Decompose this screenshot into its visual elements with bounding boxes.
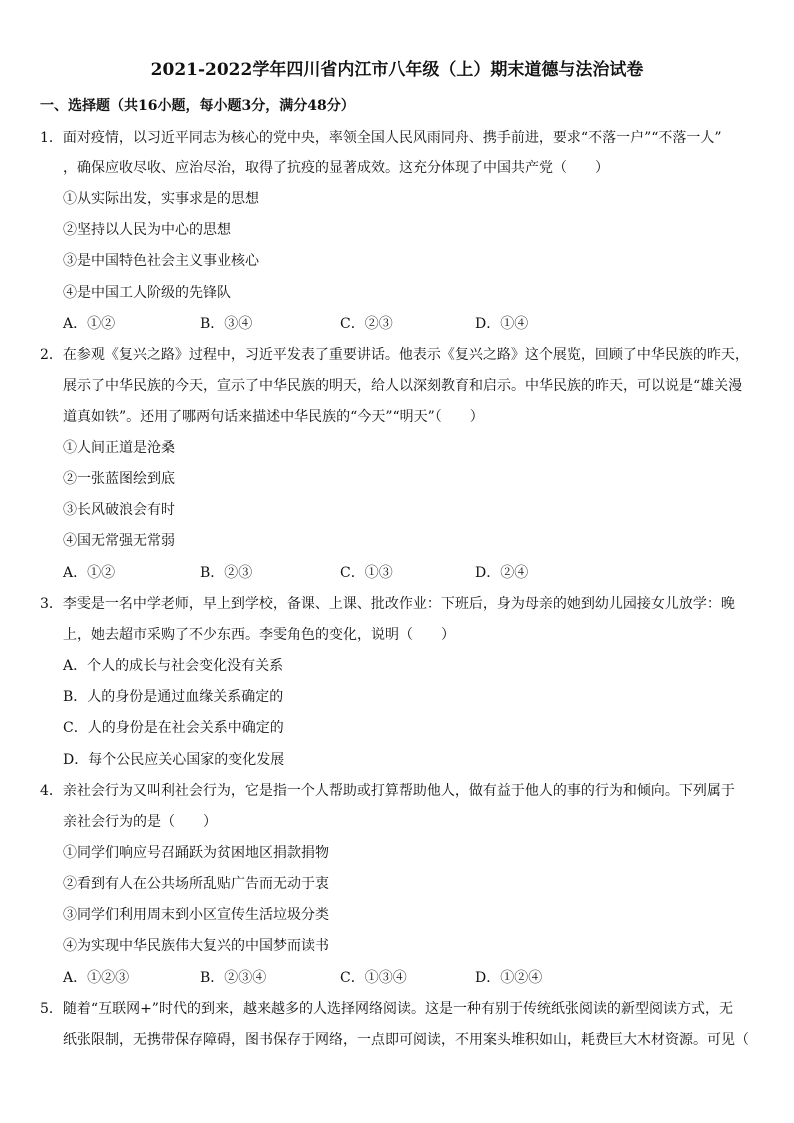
question-4-item-1: ①同学们响应号召踊跃为贫困地区捐款捐物: [63, 845, 329, 861]
question-1-item-3: ③是中国特色社会主义事业核心: [63, 253, 259, 269]
question-2-line-1: [40, 345, 749, 365]
question-2-answer-d: D．②④: [475, 565, 529, 581]
question-3-option-d: D．每个公民应关心国家的变化发展: [63, 752, 285, 768]
question-number: 1．: [40, 130, 63, 146]
question-stem: 面对疫情，以习近平同志为核心的党中央，率领全国人民风雨同舟、携手前进，要求“不落一户”“不落一人”: [62, 130, 722, 146]
question-number: 2．: [40, 347, 63, 363]
question-number: 5．: [40, 1001, 63, 1017]
question-1-line-1: [40, 128, 722, 148]
question-4-answer-c: C．①③④: [340, 970, 407, 986]
question-4-item-2: ②看到有人在公共场所乱贴广告而无动于衷: [63, 876, 329, 892]
exam-title: 2021-2022学年四川省内江市八年级（上）期末道德与法治试卷: [150, 60, 644, 80]
question-3-line-2: 上，她去超市采购了不少东西。李雯角色的变化，说明（ ）: [63, 627, 455, 643]
question-2-answer-b: B．②③: [200, 565, 253, 581]
question-3-option-c: C．人的身份是在社会关系中确定的: [63, 720, 284, 736]
question-2-line-3: 道真如铁”。还用了哪两句话来描述中华民族的“今天”“明天”（ ）: [63, 409, 484, 425]
question-1-item-1: ①从实际出发，实事求是的思想: [63, 191, 259, 207]
question-3-line-1: [40, 594, 735, 614]
question-4-line-1: [40, 781, 735, 801]
question-4-line-2: 亲社会行为的是（ ）: [63, 814, 217, 830]
question-stem: 在参观《复兴之路》过程中，习近平发表了重要讲话。他表示《复兴之路》这个展览，回顾了中华民族的昨天，: [62, 347, 749, 363]
question-stem: 李雯是一名中学老师，早上到学校，备课、上课、批改作业：下班后，身为母亲的她到幼儿园接女儿放学：晚: [62, 596, 735, 612]
question-4-item-4: ④为实现中华民族伟大复兴的中国梦而读书: [63, 938, 329, 954]
question-stem: 随着“互联网+”时代的到来，越来越多的人选择网络阅读。这是一种有别于传统纸张阅读的新型阅读方式，无: [62, 1001, 733, 1017]
section-heading: 一、选择题（共16小题，每小题3分，满分48分）: [40, 98, 355, 114]
question-2-answer-a: A．①②: [63, 565, 116, 581]
question-2-line-2: 展示了中华民族的今天，宣示了中华民族的明天，给人以深刻教育和启示。中华民族的昨天，可以说是“雄关漫: [63, 378, 743, 394]
question-4-answer-b: B．②③④: [200, 970, 267, 986]
question-2-item-4: ④国无常强无常弱: [63, 533, 175, 549]
question-5-line-2: 纸张限制，无携带保存障碍，图书保存于网络，一点即可阅读，不用案头堆积如山，耗费巨大木材资源。可见（: [63, 1032, 749, 1048]
question-1-answer-a: A．①②: [63, 316, 116, 332]
question-1-item-4: ④是中国工人阶级的先锋队: [63, 285, 231, 301]
question-4-answer-d: D．①②④: [475, 970, 543, 986]
question-1-item-2: ②坚持以人民为中心的思想: [63, 222, 231, 238]
question-1-line-2: ，确保应收尽收、应治尽治，取得了抗疫的显著成效。这充分体现了中国共产党（ ）: [63, 160, 609, 176]
question-2-item-1: ①人间正道是沧桑: [63, 440, 175, 456]
question-1-answer-c: C．②③: [340, 316, 393, 332]
question-1-answer-d: D．①④: [475, 316, 529, 332]
question-2-answer-c: C．①③: [340, 565, 393, 581]
question-5-line-1: [40, 999, 733, 1019]
question-stem: 亲社会行为又叫利社会行为，它是指一个人帮助或打算帮助他人，做有益于他人的事的行为和倾向。下列属于: [62, 783, 735, 799]
question-2-item-2: ②一张蓝图绘到底: [63, 471, 175, 487]
question-3-option-b: B．人的身份是通过血缘关系确定的: [63, 689, 284, 705]
question-1-answer-b: B．③④: [200, 316, 253, 332]
question-number: 4．: [40, 783, 63, 799]
question-number: 3．: [40, 596, 63, 612]
question-3-option-a: A．个人的成长与社会变化没有关系: [63, 658, 284, 674]
question-4-item-3: ③同学们利用周末到小区宣传生活垃圾分类: [63, 907, 329, 923]
question-4-answer-a: A．①②③: [63, 970, 130, 986]
question-2-item-3: ③长风破浪会有时: [63, 502, 175, 518]
